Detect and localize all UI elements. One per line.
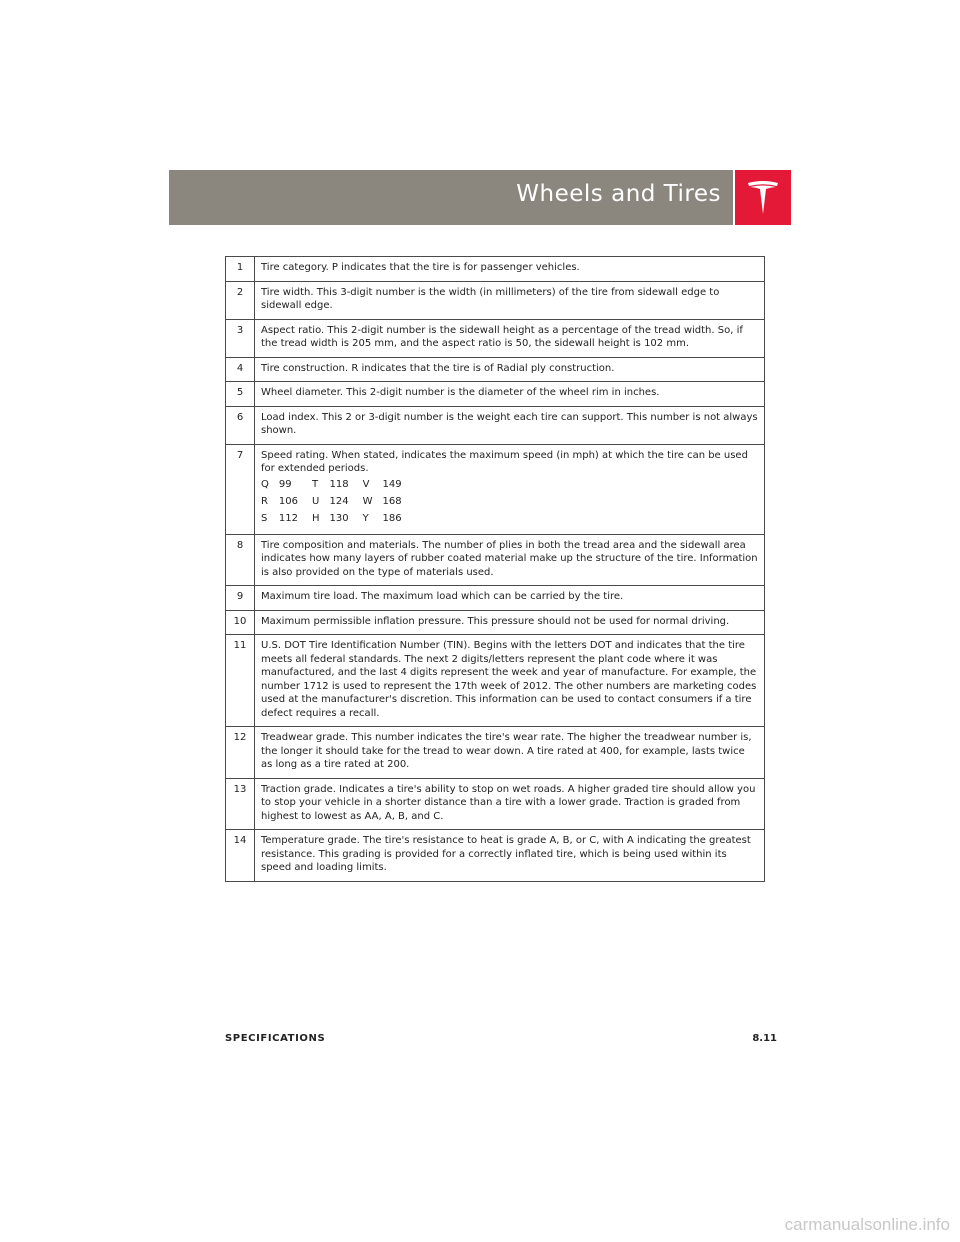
tesla-logo-icon bbox=[746, 180, 780, 215]
speed-rating-letter: V bbox=[362, 478, 370, 490]
speed-rating-letter: R bbox=[261, 495, 268, 507]
page-title: Wheels and Tires bbox=[516, 181, 721, 207]
speed-rating-row bbox=[261, 494, 416, 511]
row-text: Treadwear grade. This number indicates the tire's wear rate. The higher the treadwear number is, the longer it should take for the tread to wear down. A tire rated at 400, for example, lasts twice as long as a tire rated at 200. bbox=[261, 732, 752, 770]
row-number: 2 bbox=[226, 281, 255, 319]
row-description bbox=[255, 281, 765, 319]
speed-rating-letter: S bbox=[261, 512, 268, 524]
row-text: Traction grade. Indicates a tire's ability to stop on wet roads. A higher graded tire should allow you to stop your vehicle in a shorter distance than a tire with a lower grade. Traction is graded from highest to lowest as AA, A, B, and C. bbox=[261, 783, 756, 822]
row-number: 8 bbox=[226, 534, 255, 586]
table-row bbox=[226, 382, 765, 407]
row-description bbox=[255, 534, 765, 586]
speed-rating-mph: 168 bbox=[382, 495, 402, 507]
speed-rating-mph: 106 bbox=[278, 495, 298, 507]
row-text: Tire category. P indicates that the tire is for passenger vehicles. bbox=[261, 262, 580, 273]
row-text: U.S. DOT Tire Identification Number (TIN). Begins with the letters DOT and indicates that the tire meets all federal standards. The next 2 digits/letters represent the plant code where it was manufactured, and the last 4 digits represent the week and year of manufacture. For example, the number 1712 is used to represent the 17th week of 2012. The other numbers are marketing codes used at the manufacturer's discretion. This information can be used to contact consumers if a tire defect requires a recall. bbox=[261, 640, 757, 719]
row-text: Wheel diameter. This 2-digit number is the diameter of the wheel rim in inches. bbox=[261, 387, 660, 398]
row-description bbox=[255, 319, 765, 357]
table-row bbox=[226, 778, 765, 830]
row-number: 5 bbox=[226, 382, 255, 407]
speed-rating-letter: T bbox=[311, 478, 319, 490]
speed-rating-mph: 186 bbox=[382, 512, 402, 524]
row-text: Speed rating. When stated, indicates the maximum speed (in mph) at which the tire can be used for extended periods. bbox=[261, 449, 748, 474]
table-row bbox=[226, 586, 765, 611]
row-number: 13 bbox=[226, 778, 255, 830]
row-description bbox=[255, 257, 765, 282]
table-row bbox=[226, 357, 765, 382]
row-text: Aspect ratio. This 2-digit number is the sidewall height as a percentage of the tread width. So, if the tread width is 205 mm, and the aspect ratio is 50, the sidewall height is 102 mm. bbox=[261, 324, 743, 349]
row-description bbox=[255, 586, 765, 611]
speed-rating-mph: 149 bbox=[382, 478, 402, 490]
row-number: 1 bbox=[226, 257, 255, 282]
row-number: 4 bbox=[226, 357, 255, 382]
row-description bbox=[255, 610, 765, 635]
speed-rating-mph: 99 bbox=[278, 478, 292, 490]
row-text: Maximum tire load. The maximum load which can be carried by the tire. bbox=[261, 591, 624, 602]
row-number: 11 bbox=[226, 635, 255, 727]
row-text: Tire construction. R indicates that the tire is of Radial ply construction. bbox=[261, 362, 615, 374]
speed-rating-mph: 118 bbox=[329, 478, 349, 490]
speed-rating-letter: H bbox=[311, 512, 320, 524]
table-row bbox=[226, 406, 765, 444]
table-row bbox=[226, 610, 765, 635]
footer-page-number: 8.11 bbox=[752, 1033, 777, 1044]
speed-rating-mph: 124 bbox=[329, 495, 349, 507]
speed-rating-letter: W bbox=[362, 495, 373, 507]
speed-rating-mph: 112 bbox=[278, 512, 298, 524]
speed-rating-letter: Q bbox=[261, 478, 269, 490]
row-text: Temperature grade. The tire's resistance to heat is grade A, B, or C, with A indicating the greatest resistance. This grading is provided for a correctly inflated tire, which is being used within its speed and loading limits. bbox=[261, 835, 751, 873]
table-row bbox=[226, 319, 765, 357]
row-number: 10 bbox=[226, 610, 255, 635]
speed-rating-letter: Y bbox=[362, 512, 369, 524]
speed-rating-row bbox=[261, 477, 416, 494]
row-number: 9 bbox=[226, 586, 255, 611]
row-description bbox=[255, 830, 765, 882]
row-text: Maximum permissible inflation pressure. This pressure should not be used for normal driving. bbox=[261, 615, 730, 627]
row-number: 3 bbox=[226, 319, 255, 357]
row-number: 14 bbox=[226, 830, 255, 882]
brand-logo-box bbox=[735, 170, 791, 225]
row-text: Tire composition and materials. The number of plies in both the tread area and the sidewall area indicates how many layers of rubber coated material make up the structure of the tire. Information is also provided on the type of materials used. bbox=[261, 539, 758, 578]
row-number: 6 bbox=[226, 406, 255, 444]
row-description bbox=[255, 406, 765, 444]
row-description bbox=[255, 444, 765, 534]
table-row bbox=[226, 444, 765, 534]
watermark: carmanualsonline.info bbox=[784, 1215, 950, 1234]
row-description bbox=[255, 778, 765, 830]
row-text: Load index. This 2 or 3-digit number is the weight each tire can support. This number is not always shown. bbox=[261, 411, 758, 436]
speed-rating-mph: 130 bbox=[329, 512, 349, 524]
row-text: Tire width. This 3-digit number is the width (in millimeters) of the tire from sidewall edge to sidewall edge. bbox=[261, 286, 720, 311]
footer-section-label: SPECIFICATIONS bbox=[225, 1033, 326, 1044]
speed-rating-table bbox=[261, 477, 416, 528]
row-number: 12 bbox=[226, 727, 255, 779]
row-number: 7 bbox=[226, 444, 255, 534]
speed-rating-row bbox=[261, 511, 416, 528]
table-row bbox=[226, 257, 765, 282]
speed-rating-letter: U bbox=[311, 495, 320, 507]
row-description bbox=[255, 382, 765, 407]
tire-code-table bbox=[225, 256, 765, 882]
table-row bbox=[226, 534, 765, 586]
row-description bbox=[255, 727, 765, 779]
table-row bbox=[226, 830, 765, 882]
row-description bbox=[255, 635, 765, 727]
table-row bbox=[226, 635, 765, 727]
table-row bbox=[226, 281, 765, 319]
header-band bbox=[169, 170, 733, 225]
row-description bbox=[255, 357, 765, 382]
table-row bbox=[226, 727, 765, 779]
